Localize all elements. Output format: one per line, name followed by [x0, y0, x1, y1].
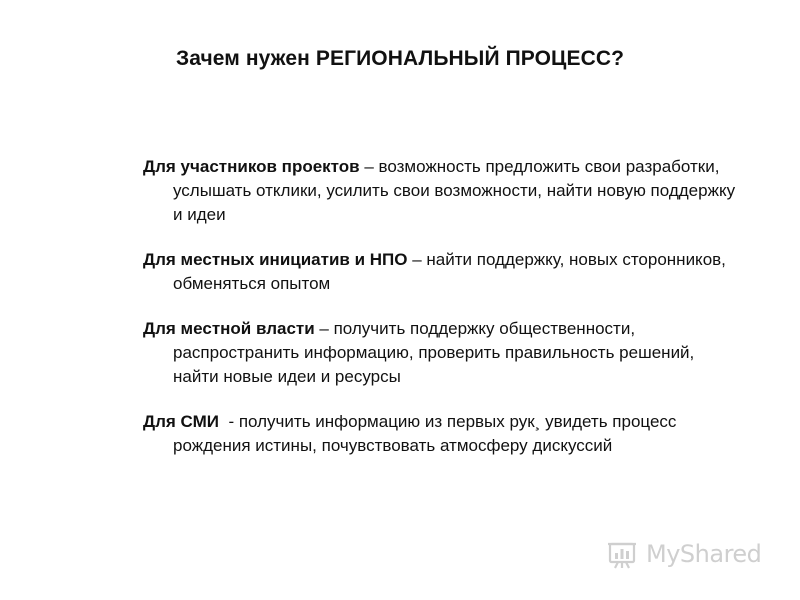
item-separator: –: [359, 157, 379, 176]
list-item-media: [143, 410, 743, 458]
slide-content: [143, 155, 743, 479]
item-text: найти поддержку, новых сторонников, обменяться опытом: [173, 250, 726, 293]
slide-title: Зачем нужен РЕГИОНАЛЬНЫЙ ПРОЦЕСС?: [175, 47, 625, 70]
list-item-participants: [143, 155, 743, 227]
list-item-authorities: [143, 317, 743, 389]
item-separator: –: [314, 319, 334, 338]
watermark-text: MyShared: [646, 540, 762, 568]
item-text: получить поддержку общественности, распространить информацию, проверить правильность решений, найти новые идеи и ресурсы: [173, 319, 695, 386]
item-text: получить информацию из первых рук¸ увидеть процесс рождения истины, почувствовать атмосферу дискуссий: [173, 412, 677, 455]
item-separator: -: [219, 412, 239, 431]
item-separator: –: [407, 250, 427, 269]
item-term: Для местных инициатив и НПО: [143, 250, 408, 269]
item-term: Для СМИ: [143, 412, 219, 431]
item-term: Для участников проектов: [143, 157, 360, 176]
item-text: возможность предложить свои разработки, услышать отклики, усилить свои возможности, найти новую поддержку и идеи: [173, 157, 736, 224]
myshared-logo-icon: [606, 537, 640, 571]
list-item-initiatives: [143, 248, 743, 296]
watermark: [606, 536, 761, 572]
item-term: Для местной власти: [143, 319, 315, 338]
